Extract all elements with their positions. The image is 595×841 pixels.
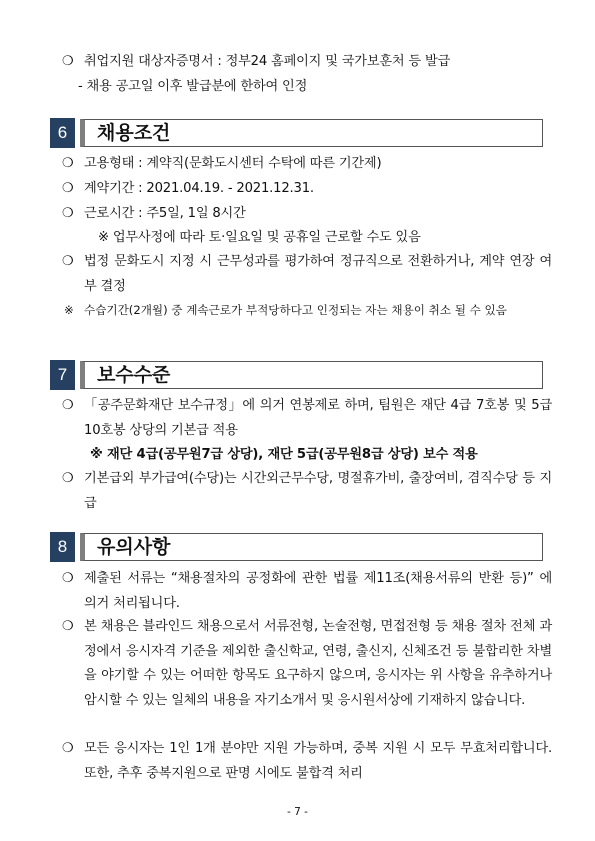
circle-bullet-icon: ❍ [62,471,74,486]
item-text: 계약기간 : 2021.04.19. - 2021.12.31. [84,181,314,196]
section-number: 8 [50,532,75,562]
section-title: 유의사항 [97,536,171,558]
note-mark: ※ [64,303,74,317]
item-text: 취업지원 대상자증명서 : 정부24 홈페이지 및 국가보훈처 등 발급 [84,54,451,69]
item-text: 기본급외 부가급여(수당)는 시간외근무수당, 명절휴가비, 출장여비, 겸직수당 등 지급 [84,471,552,511]
footnote-text: 수습기간(2개월) 중 계속근로가 부적당하다고 인정되는 자는 채용이 취소 될 수 있음 [84,303,507,317]
list-item [62,177,552,202]
list-item [62,50,552,75]
section-header [80,533,543,561]
circle-bullet-icon: ❍ [62,398,74,413]
item-text: 근로시간 : 주5일, 1일 8시간 [84,206,246,221]
list-item [62,737,552,786]
list-item [62,567,552,616]
list-item [62,615,552,713]
item-text: 「공주문화재단 보수규정」에 의거 연봉제로 하며, 팀원은 재단 4급 7호봉 및 5급 10호봉 상당의 기본급 적용 [84,398,552,438]
section-header [80,119,543,147]
list-item [62,467,552,516]
item-text: 본 채용은 블라인드 채용으로서 서류전형, 논술전형, 면접전형 등 채용 절차 전체 과정에서 응시자격 기준을 제외한 출신학교, 연령, 출신지, 신체조건 등 불합리한 차별을 야기할 수 있는 어떠한 항목도 요구하지 않으며, 응시자는 위 사항을 유추하거나 암시할 수 있는 일체의 내용을 자기소개서 및 응시원서상에 기재하지 않습니다. [84,619,552,708]
page-number: - 7 - [287,806,308,818]
section-number: 6 [50,118,75,148]
item-note-bold: ※ 재단 4급(공무원7급 상당), 재단 5급(공무원8급 상당) 보수 적용 [90,447,478,462]
item-text: 고용형태 : 계약직(문화도시센터 수탁에 따른 기간제) [84,156,382,171]
circle-bullet-icon: ❍ [62,571,74,586]
item-text: 제출된 서류는 “채용절차의 공정화에 관한 법률 제11조(채용서류의 반환 등)” 에 의거 처리됩니다. [84,571,552,611]
circle-bullet-icon: ❍ [62,619,74,634]
circle-bullet-icon: ❍ [62,181,74,196]
footnote [62,298,554,323]
section-header [80,361,543,389]
list-item [62,202,552,227]
list-item [62,250,552,299]
sub-item-text: - 채용 공고일 이후 발급분에 한하여 인정 [78,79,308,94]
circle-bullet-icon: ❍ [62,206,74,221]
list-item [62,152,552,177]
item-note: ※ 업무사정에 따라 토·일요일 및 공휴일 근로할 수도 있음 [98,230,421,245]
item-text: 모든 응시자는 1인 1개 분야만 지원 가능하며, 중복 지원 시 모두 무효처리합니다. 또한, 추후 중복지원으로 판명 시에도 불합격 처리 [84,741,552,781]
item-text: 법정 문화도시 지정 시 근무성과를 평가하여 정규직으로 전환하거나, 계약 연장 여부 결정 [84,254,552,294]
section-title: 채용조건 [97,122,171,144]
circle-bullet-icon: ❍ [62,254,74,269]
section-title: 보수수준 [97,364,171,386]
list-item [62,394,552,443]
circle-bullet-icon: ❍ [62,156,74,171]
circle-bullet-icon: ❍ [62,741,74,756]
circle-bullet-icon: ❍ [62,54,74,69]
section-number: 7 [50,360,75,390]
